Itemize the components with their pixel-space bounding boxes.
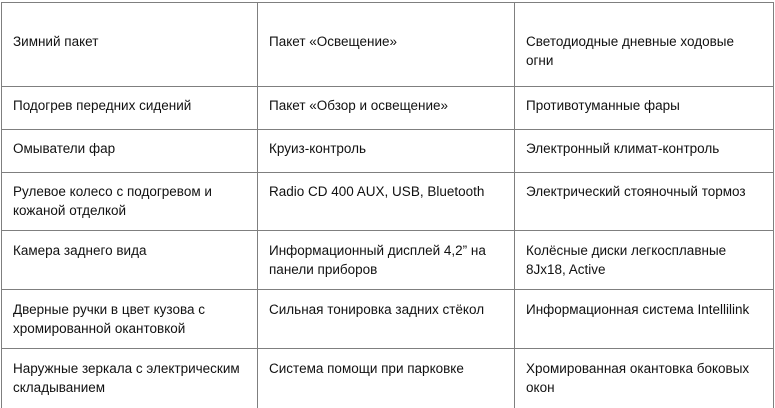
table-cell — [258, 231, 515, 290]
table-cell — [258, 349, 515, 408]
table-cell — [2, 349, 258, 408]
table-row — [2, 87, 774, 130]
table-cell — [2, 173, 258, 231]
table-cell — [515, 3, 774, 87]
cell-text: Камера заднего вида — [13, 243, 147, 258]
table-cell — [515, 349, 774, 408]
table-cell — [2, 290, 258, 349]
table-row — [2, 231, 774, 290]
cell-text: Электрический стояночный тормоз — [526, 184, 746, 199]
cell-text: Сильная тонировка задних стёкол — [269, 302, 485, 317]
features-table — [1, 2, 774, 408]
table-cell — [515, 231, 774, 290]
cell-text: Хромированная окантовка боковых окон — [526, 361, 750, 395]
cell-text: Колёсные диски легкосплавные 8Jx18, Active — [526, 243, 727, 277]
table-row — [2, 349, 774, 408]
table-row — [2, 3, 774, 87]
cell-text: Светодиодные дневные ходовые огни — [526, 34, 735, 68]
table-row — [2, 173, 774, 231]
table-cell — [515, 290, 774, 349]
table-cell — [2, 87, 258, 130]
cell-text: Информационный дисплей 4,2” на панели приборов — [269, 243, 486, 277]
table-cell — [258, 290, 515, 349]
table-cell — [515, 173, 774, 231]
cell-text: Рулевое колесо с подогревом и кожаной отделкой — [13, 184, 212, 218]
cell-text: Зимний пакет — [13, 34, 99, 49]
cell-text: Электронный климат-контроль — [526, 141, 720, 156]
table-cell — [258, 3, 515, 87]
table-cell — [2, 231, 258, 290]
cell-text: Система помощи при парковке — [269, 361, 464, 376]
table-cell — [258, 173, 515, 231]
table-cell — [515, 87, 774, 130]
cell-text: Пакет «Освещение» — [269, 34, 398, 49]
table-cell — [2, 3, 258, 87]
table-cell — [515, 130, 774, 173]
cell-text: Наружные зеркала с электрическим складыванием — [13, 361, 240, 395]
table-cell — [2, 130, 258, 173]
cell-text: Омыватели фар — [13, 141, 116, 156]
cell-text: Противотуманные фары — [526, 98, 680, 113]
table-cell — [258, 130, 515, 173]
cell-text: Дверные ручки в цвет кузова с хромированной окантовкой — [13, 302, 205, 336]
cell-text: Круиз-контроль — [269, 141, 367, 156]
cell-text: Подогрев передних сидений — [13, 98, 192, 113]
cell-text: Пакет «Обзор и освещение» — [269, 98, 449, 113]
table-row — [2, 130, 774, 173]
table-cell — [258, 87, 515, 130]
cell-text: Информационная система Intellilink — [526, 302, 750, 317]
table-row — [2, 290, 774, 349]
cell-text: Radio CD 400 AUX, USB, Bluetooth — [269, 184, 485, 199]
